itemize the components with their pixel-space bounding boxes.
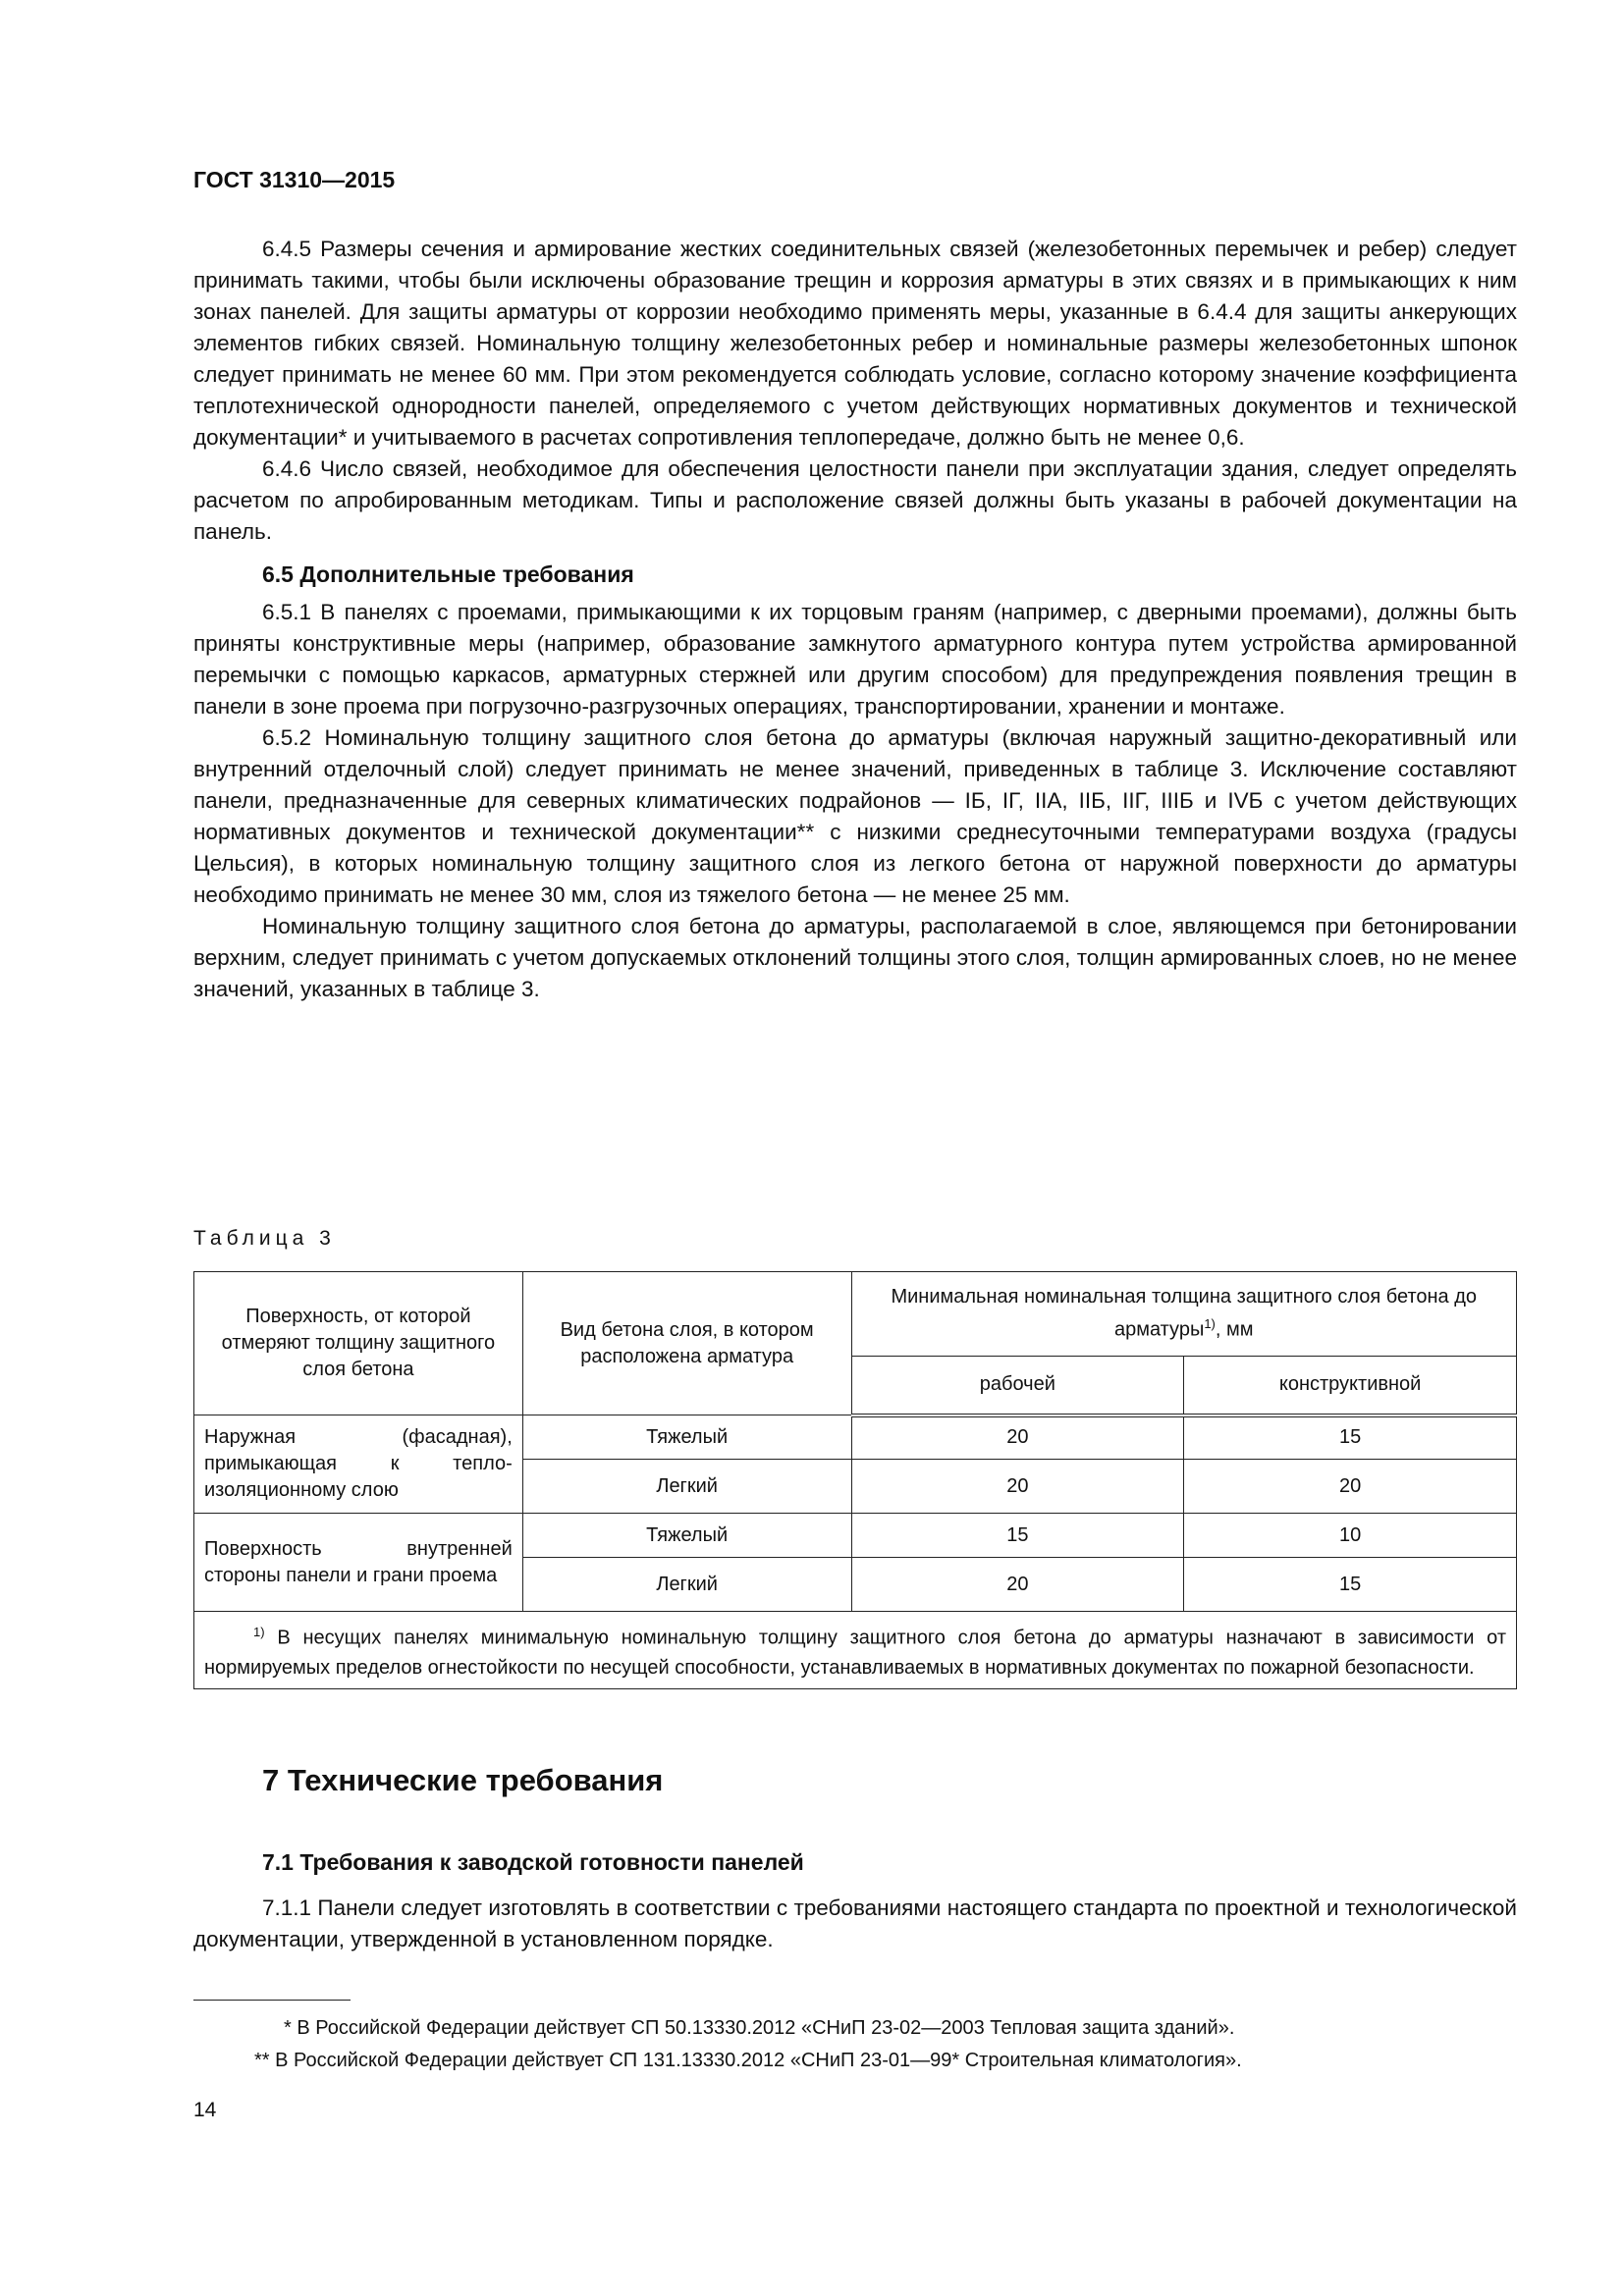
concrete-cell: Легкий: [522, 1558, 851, 1612]
footnote: ** В Российской Федерации действует СП 131.13330.2012 «СНиП 23-01—99* Строительная климатология».: [254, 2050, 1242, 2071]
working-cell: 20: [851, 1558, 1184, 1612]
surface-cell: Наружная (фасадная), примыкающая к теплоизоляционному слою: [194, 1415, 523, 1514]
document-header: ГОСТ 31310—2015: [193, 167, 396, 192]
section-7-heading: 7 Технические требования: [262, 1763, 664, 1797]
header-structural: конструктивной: [1184, 1357, 1517, 1415]
structural-cell: 20: [1184, 1460, 1517, 1514]
table-caption: Таблица 3: [193, 1227, 336, 1250]
paragraph-6-4-5: 6.4.5 Размеры сечения и армирование жестких соединительных связей (железобетонных перемычек и ребер) следует принимать такими, чтобы были исключены образование трещин и коррозия арматуры в этих связях и в примыкающих к ним зонах панелей. Для защиты арматуры от коррозии необходимо применять меры, указанные в 6.4.4 для защиты анкерующих элементов гибких связей. Номинальную толщину железобетонных ребер и номинальные размеры железобетонных шпонок следует принимать не менее 60 мм. При этом рекомендуется соблюдать условие, согласно которому значение коэффициента теплотехнической однородности панелей, определяемого с учетом действующих нормативных документов и технической документации* и учитываемого в расчетах сопротивления теплопередаче, должно быть не менее 0,6.: [193, 237, 1517, 450]
paragraph-6-4-6: 6.4.6 Число связей, необходимое для обеспечения целостности панели при эксплуатации здания, следует определять расчетом по апробированным методикам. Типы и расположение связей должны быть указаны в рабочей документации на панель.: [193, 456, 1517, 544]
concrete-cell: Тяжелый: [522, 1514, 851, 1558]
header-surface: Поверхность, от которой отмеряют толщину защитного слоя бетона: [194, 1272, 523, 1415]
working-cell: 15: [851, 1514, 1184, 1558]
table-row: [194, 1514, 1517, 1558]
table-note: $^{1)}$ В несущих панелях минимальную номинальную толщину защитного слоя бетона до арматуры назначают в зависимости от нормируемых пределов огнестойкости по несущей способности, устанавливаемых в нормативных документах по пожарной безопасности.: [194, 1612, 1517, 1689]
paragraph-6-5-1: 6.5.1 В панелях с проемами, примыкающими к их торцовым граням (например, с дверными проемами), должны быть приняты конструктивные меры (например, образование замкнутого арматурного контура путем устройства армированной перемычки с помощью каркасов, арматурных стержней или другим способом) для предупреждения появления трещин в панели в зоне проема при погрузочно-разгрузочных операциях, транспортировании, хранении и монтаже.: [193, 600, 1517, 719]
structural-cell: 15: [1184, 1558, 1517, 1612]
header-working: рабочей: [851, 1357, 1184, 1415]
table-row: [194, 1415, 1517, 1460]
paragraph-7-1-1: 7.1.1 Панели следует изготовлять в соответствии с требованиями настоящего стандарта по проектной и технологической документации, утвержденной в установленном порядке.: [193, 1896, 1517, 1951]
section-6-5-heading: 6.5 Дополнительные требования: [262, 561, 634, 587]
paragraph-6-5-2-cont: Номинальную толщину защитного слоя бетона до арматуры, располагаемой в слое, являющемся при бетонировании верхним, следует принимать с учетом допускаемых отклонений толщины этого слоя, толщин армированных слоев, но не менее значений, указанных в таблице 3.: [193, 914, 1517, 1001]
paragraph-6-5-2: 6.5.2 Номинальную толщину защитного слоя бетона до арматуры (включая наружный защитно-декоративный или внутренний отделочный слой) следует принимать не менее значений, приведенных в таблице 3. Исключение составляют панели, предназначенные для северных климатических подрайонов — IБ, IГ, IIА, IIБ, IIГ, IIIБ и IVБ с учетом действующих нормативных документов и технической документации** с низкими среднесуточными температурами воздуха (градусы Цельсия), в которых номинальную толщину защитного слоя из легкого бетона от наружной поверхности до арматуры необходимо принимать не менее 30 мм, слоя из тяжелого бетона — не менее 25 мм.: [193, 725, 1517, 907]
section-7-1-heading: 7.1 Требования к заводской готовности панелей: [262, 1849, 804, 1875]
header-concrete-type: Вид бетона слоя, в котором расположена арматура: [522, 1272, 851, 1415]
section-6-4-text: [193, 234, 1517, 1005]
structural-cell: 10: [1184, 1514, 1517, 1558]
table-3: [193, 1271, 1517, 1689]
header-min-thickness: Минимальная номинальная толщина защитного слоя бетона до арматуры$^{1)}$, мм: [851, 1272, 1516, 1357]
working-cell: 20: [851, 1415, 1184, 1460]
surface-cell: Поверхность внутренней стороны панели и грани проема: [194, 1514, 523, 1612]
footnotes: [193, 2012, 1517, 2077]
footnote: * В Российской Федерации действует СП 50.13330.2012 «СНиП 23-02—2003 Тепловая защита зданий».: [284, 2017, 1235, 2039]
page-number: 14: [193, 2099, 217, 2121]
concrete-cell: Тяжелый: [522, 1415, 851, 1460]
working-cell: 20: [851, 1460, 1184, 1514]
structural-cell: 15: [1184, 1415, 1517, 1460]
footnote-divider: [193, 2000, 351, 2001]
concrete-cell: Легкий: [522, 1460, 851, 1514]
